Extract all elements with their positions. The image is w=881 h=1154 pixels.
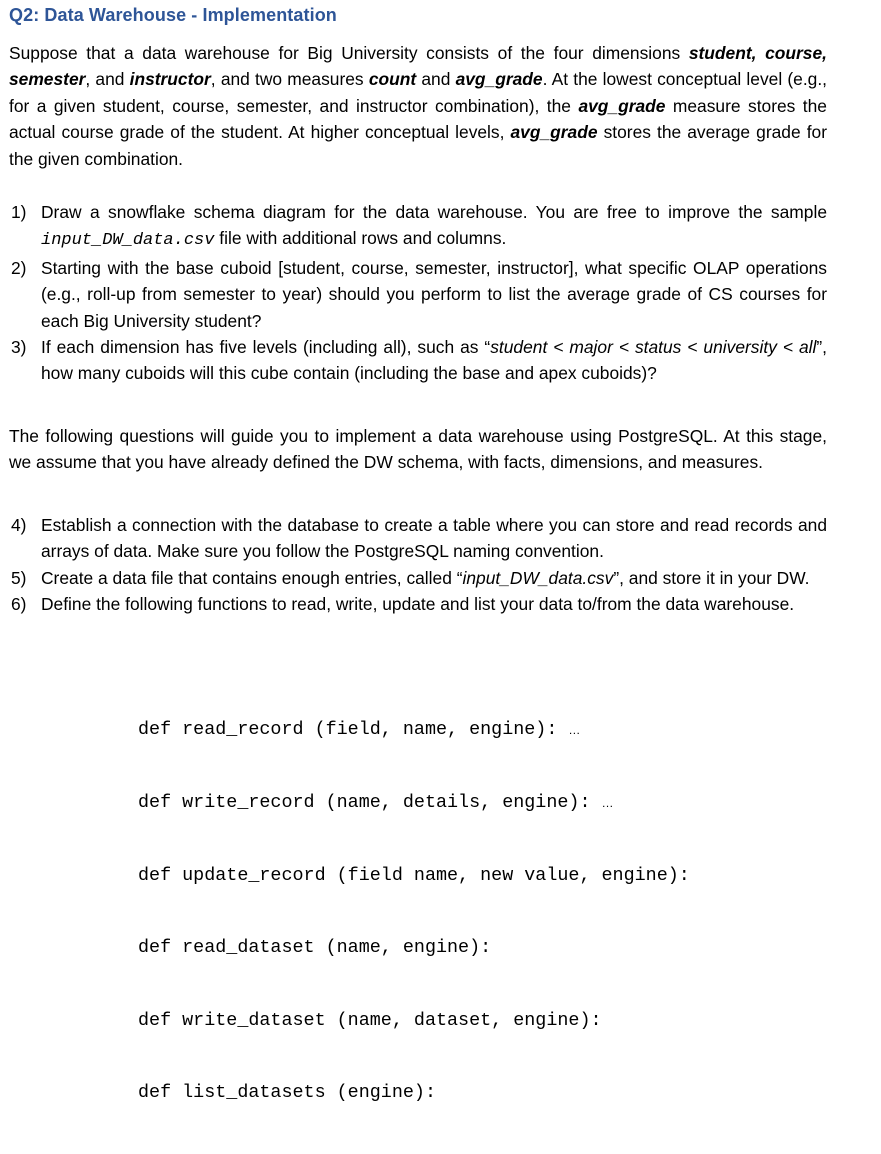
section-title: Q2: Data Warehouse - Implementation: [9, 5, 337, 25]
code-ellipsis: …: [601, 796, 615, 810]
question-list-part-a: [9, 199, 827, 387]
guide-paragraph: The following questions will guide you to implement a data warehouse using PostgreSQL. At this stage, we assume that you have already defined the DW schema, with facts, dimensions, and measures.: [9, 426, 827, 473]
question-list-part-b: [9, 512, 827, 618]
intro-text: stores the average grade for the given combination.: [9, 122, 827, 169]
question-text: file with additional rows and columns.: [214, 228, 507, 249]
question-number: 2): [11, 257, 27, 278]
question-item-1: [9, 199, 827, 255]
question-item-3: [9, 334, 827, 387]
question-text: Create a data file that contains enough entries, called “: [41, 567, 463, 588]
intro-text: , and: [85, 69, 130, 90]
code-line: [138, 864, 690, 888]
intro-bold-avg-grade: avg_grade: [578, 95, 666, 116]
code-line: [138, 718, 690, 742]
intro-paragraph: [9, 40, 827, 172]
question-italic-filename: input_DW_data.csv: [462, 567, 614, 588]
intro-text: . At the lowest conceptual level (e.g., for a given student, course, semester, and instructor combination), the: [9, 69, 828, 116]
code-ellipsis: …: [568, 723, 582, 738]
question-number: 4): [11, 515, 27, 535]
code-line: [138, 1081, 690, 1105]
question-number: 5): [11, 567, 27, 588]
question-number: 3): [11, 337, 27, 358]
question-text: ”, and store it in your DW.: [613, 567, 810, 588]
intro-bold-instructor: instructor: [129, 69, 211, 90]
code-line: [138, 936, 690, 960]
question-text: Draw a snowflake schema diagram for the data warehouse. You are free to improve the sample: [41, 202, 827, 222]
question-item-2: [9, 255, 827, 334]
intro-text: Suppose that a data warehouse for Big University consists of the four dimensions: [9, 43, 689, 63]
code-line: [138, 791, 690, 815]
code-line-text: def write_dataset (name, dataset, engine):: [138, 1009, 602, 1031]
inline-code-filename: input_DW_data.csv: [41, 231, 215, 251]
question-text: Establish a connection with the database to create a table where you can store and read records and arrays of data. Make sure you follow the PostgreSQL naming convention.: [41, 515, 827, 562]
code-line-text: def read_record (field, name, engine):: [138, 719, 569, 741]
question-item-6: [9, 591, 827, 617]
question-italic-hierarchy: student < major < status < university < all: [490, 337, 817, 358]
code-block: [138, 670, 690, 1154]
intro-text: measure stores the actual course grade of the student. At higher conceptual levels,: [9, 95, 827, 143]
question-number: 6): [11, 594, 27, 615]
question-item-5: [9, 565, 827, 591]
question-text: ”, how many cuboids will this cube contain (including the base and apex cuboids)?: [41, 337, 827, 384]
code-line-text: def write_record (name, details, engine):: [138, 792, 602, 813]
code-line-text: def read_dataset (name, engine):: [138, 937, 492, 959]
question-text: Starting with the base cuboid [student, course, semester, instructor], what specific OLAP operations (e.g., roll-up from semester to year) should you perform to list the average grade of CS courses for each Big University student?: [41, 257, 827, 331]
intro-bold-count: count: [368, 69, 417, 90]
intro-text: and: [416, 69, 456, 90]
question-text: If each dimension has five levels (including all), such as “: [41, 337, 491, 358]
code-line-text: def update_record (field name, new value, engine):: [138, 864, 690, 886]
question-number: 1): [11, 202, 27, 222]
question-text: Define the following functions to read, write, update and list your data to/from the data warehouse.: [41, 594, 795, 615]
code-line: [138, 1009, 690, 1033]
intro-bold-dimensions: student, course, semester: [9, 43, 827, 90]
intro-text: , and two measures: [210, 69, 369, 90]
intro-bold-avg-grade: avg_grade: [455, 69, 543, 90]
intro-bold-avg-grade: avg_grade: [510, 122, 598, 143]
question-item-4: [9, 512, 827, 565]
code-line-text: def list_datasets (engine):: [138, 1082, 436, 1104]
